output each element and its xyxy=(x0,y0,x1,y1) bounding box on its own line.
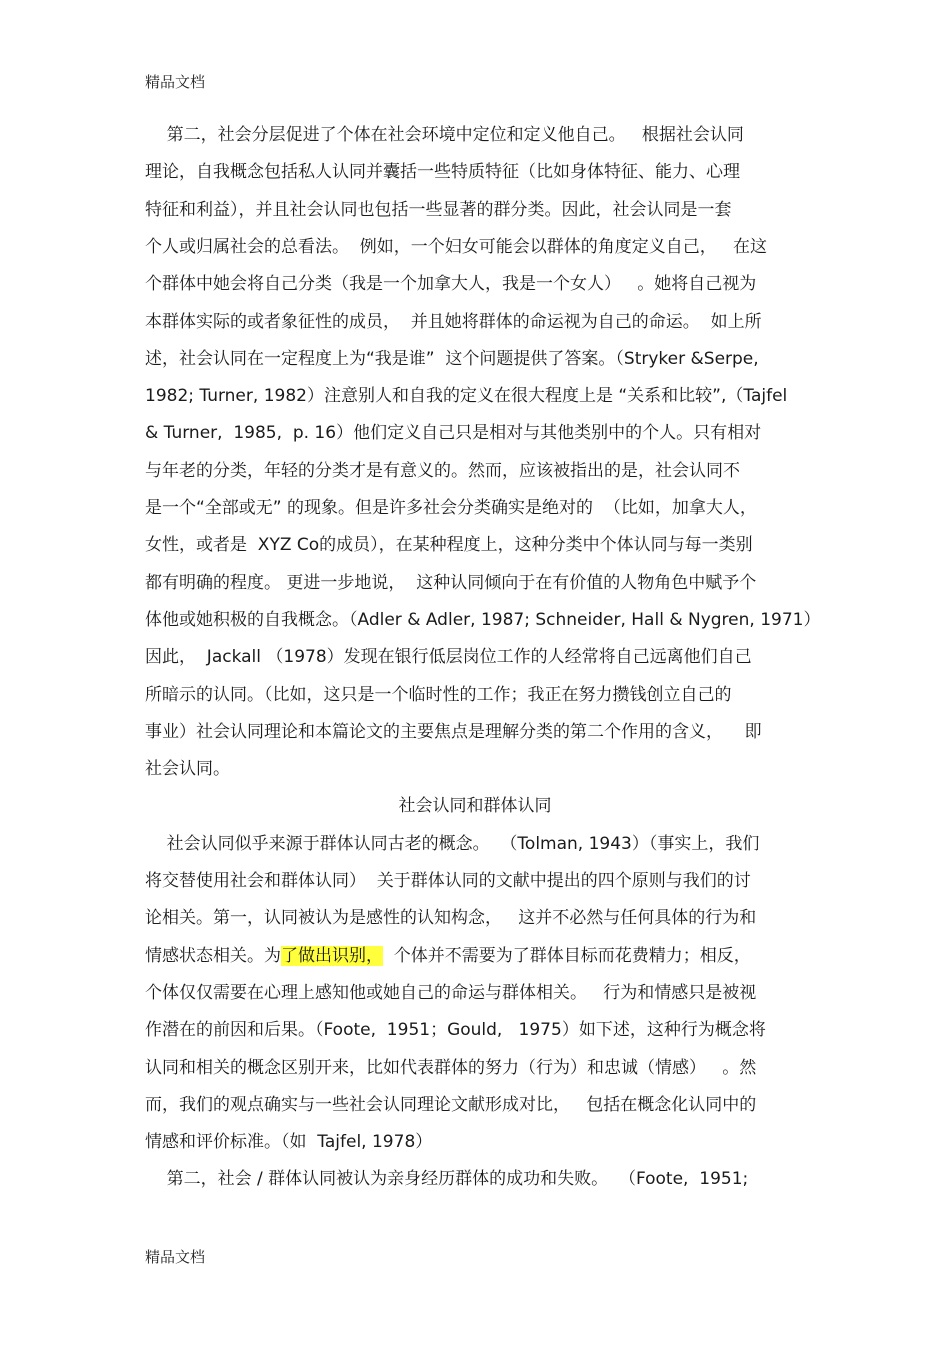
paragraph-line: 第二，社会分层促进了个体在社会环境中定位和定义他自己。 根据社会认同 xyxy=(145,125,744,145)
paragraph-line: 社会认同似乎来源于群体认同古老的概念。 （Tolman, 1943）（事实上，我们 xyxy=(145,833,760,854)
paragraph-line: 而，我们的观点确实与一些社会认同理论文献形成对比， 包括在概念化认同中的 xyxy=(145,1094,757,1115)
line-segment: 情感状态相关。为 xyxy=(145,945,281,966)
paragraph-line: 将交替使用社会和群体认同） 关于群体认同的文献中提出的四个原则与我们的讨 xyxy=(145,871,751,891)
paragraph-line: 本群体实际的或者象征性的成员， 并且她将群体的命运视为自己的命运。 如上所 xyxy=(145,311,762,332)
paragraph-line: 特征和利益），并且社会认同也包括一些显著的群分类。因此，社会认同是一套 xyxy=(145,199,732,220)
page-footer: 精品文档 xyxy=(145,1248,206,1266)
paragraph-line: 论相关。第一，认同被认为是感性的认知构念， 这并不必然与任何具体的行为和 xyxy=(145,908,757,929)
paragraph-line: 所暗示的认同。（比如，这只是一个临时性的工作；我正在努力攒钱创立自己的 xyxy=(145,684,732,705)
paragraph-line: 认同和相关的概念区别开来，比如代表群体的努力（行为）和忠诚（情感） 。然 xyxy=(145,1057,757,1078)
paragraph-line: 作潜在的前因和后果。（Foote, 1951；Gould, 1975）如下述，这种行为概念将 xyxy=(145,1020,766,1041)
page-header: 精品文档 xyxy=(145,73,206,91)
line-segment: 个体并不需要为了群体目标而花费精力；相反， xyxy=(383,945,751,966)
paragraph-line: 体他或她积极的自我概念。（Adler & Adler, 1987; Schneider, Hall & Nygren, 1971） xyxy=(145,609,821,630)
highlighted-text: 了做出识别， xyxy=(281,945,383,966)
paragraph-line: 第二，社会 / 群体认同被认为亲身经历群体的成功和失败。 （Foote, 1951; xyxy=(145,1169,749,1190)
paragraph-line: 因此， Jackall （1978）发现在银行低层岗位工作的人经常将自己远离他们自己 xyxy=(145,647,752,668)
paragraph-line: 情感和评价标准。（如 Tajfel, 1978） xyxy=(145,1132,433,1153)
paragraph-line xyxy=(145,946,751,966)
paragraph-line: 与年老的分类，年轻的分类才是有意义的。然而，应该被指出的是，社会认同不 xyxy=(145,460,740,481)
paragraph-line: 是一个“全部或无” 的现象。但是许多社会分类确实是绝对的 （比如，加拿大人， xyxy=(145,498,757,518)
paragraph-line: 社会认同。 xyxy=(145,759,230,780)
paragraph-line: 个人或归属社会的总看法。 例如，一个妇女可能会以群体的角度定义自己， 在这 xyxy=(145,236,768,257)
paragraph-line: 理论，自我概念包括私人认同并囊括一些特质特征（比如身体特征、能力、心理 xyxy=(145,162,740,183)
paragraph-line: 个群体中她会将自己分类（我是一个加拿大人，我是一个女人） 。她将自己视为 xyxy=(145,274,757,295)
paragraph-line: 1982; Turner, 1982）注意别人和自我的定义在很大程度上是 “关系和比较”,（Tajfel xyxy=(145,386,788,407)
paragraph-line: 都有明确的程度。 更进一步地说， 这种认同倾向于在有价值的人物角色中赋予个 xyxy=(145,572,757,593)
section-title: 社会认同和群体认同 xyxy=(398,796,552,817)
paragraph-line: 述，社会认同在一定程度上为“我是谁” 这个问题提供了答案。（Stryker &Serpe, xyxy=(145,348,759,369)
paragraph-line: 事业）社会认同理论和本篇论文的主要焦点是理解分类的第二个作用的含义， 即 xyxy=(145,721,762,742)
paragraph-line: 个体仅仅需要在心理上感知他或她自己的命运与群体相关。 行为和情感只是被视 xyxy=(145,982,757,1003)
paragraph-line: 女性，或者是 XYZ Co的成员），在某种程度上，这种分类中个体认同与每一类别 xyxy=(145,535,753,556)
paragraph-line: & Turner, 1985, p. 16）他们定义自己只是相对与其他类别中的个人。只有相对 xyxy=(145,423,762,444)
